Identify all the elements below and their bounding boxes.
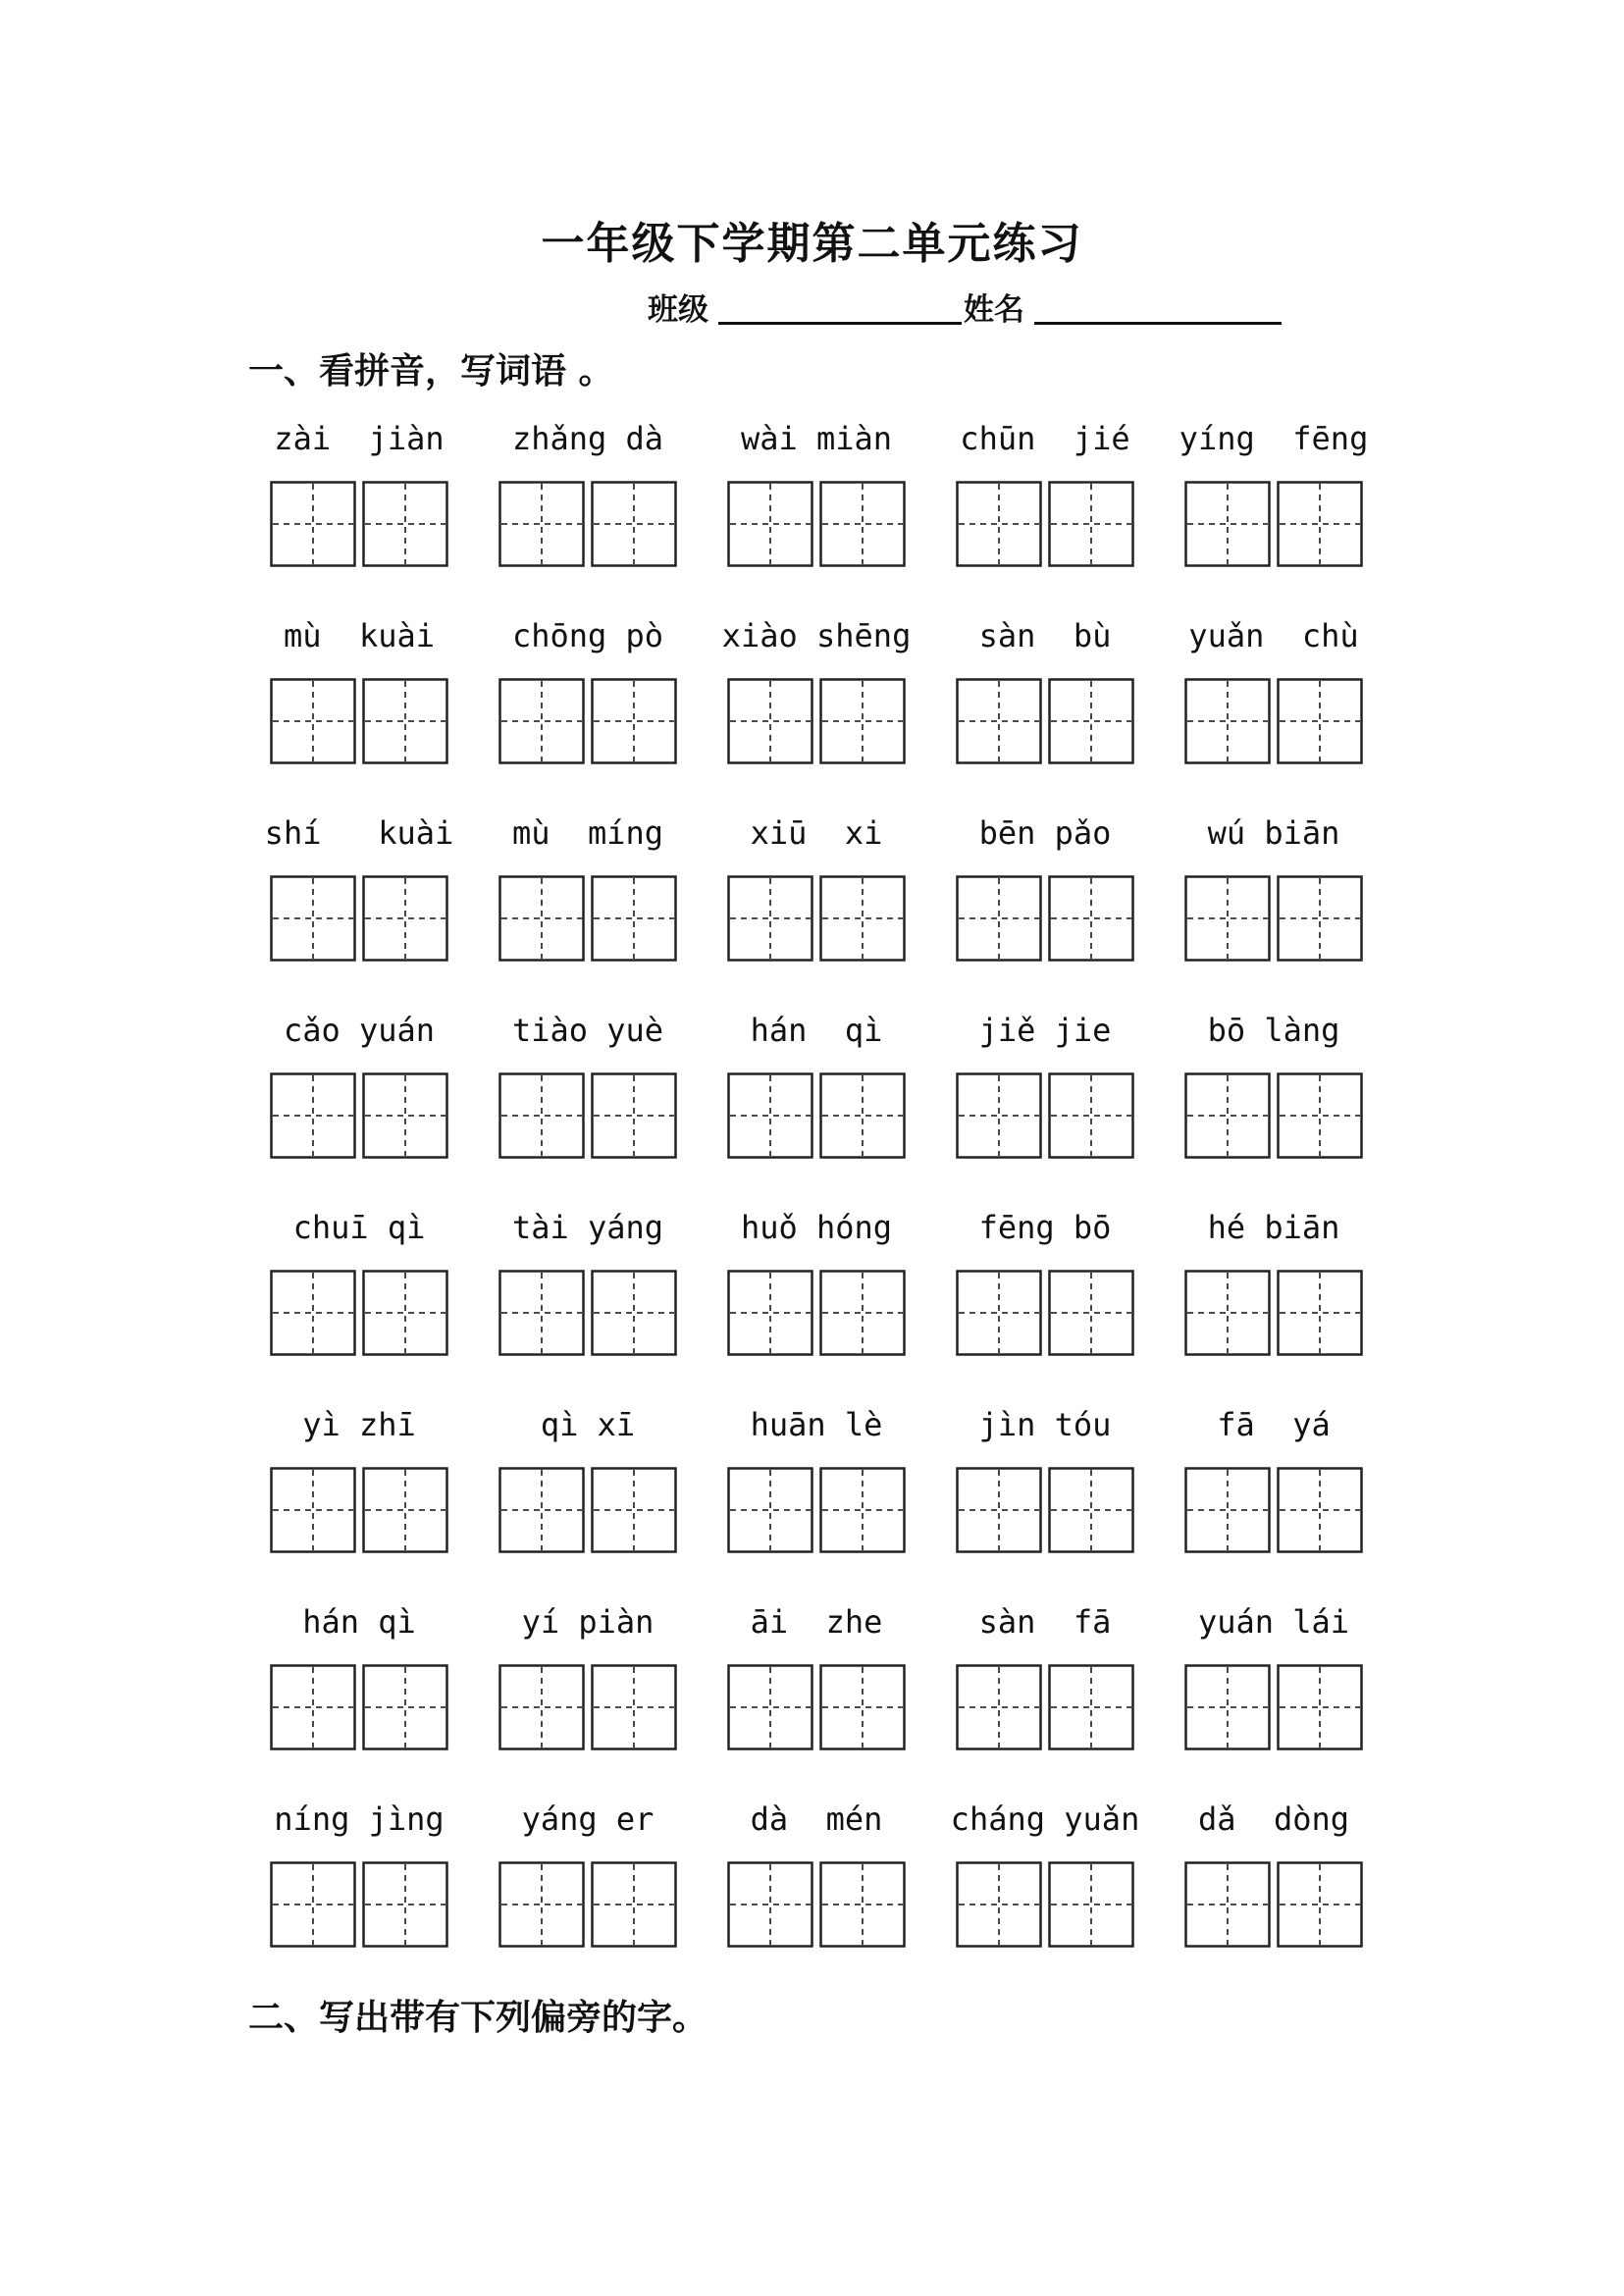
- writing-box-pair[interactable]: [498, 1861, 677, 1948]
- pinyin-word: shí kuài: [264, 814, 454, 852]
- pinyin-word: bēn pǎo: [978, 814, 1112, 852]
- page-title: 一年级下学期第二单元练习: [541, 219, 1083, 269]
- pinyin-word: chūn jié: [960, 420, 1130, 457]
- writing-box-pair[interactable]: [727, 875, 906, 962]
- writing-box-pair[interactable]: [498, 1072, 677, 1159]
- pinyin-word: yì zhī: [302, 1406, 416, 1443]
- writing-box-pair[interactable]: [270, 1664, 448, 1750]
- pinyin-word: bō làng: [1207, 1012, 1340, 1049]
- writing-box-pair[interactable]: [1184, 1861, 1363, 1948]
- pinyin-word: sàn fā: [978, 1603, 1112, 1641]
- pinyin-word: sàn bù: [978, 617, 1112, 654]
- pinyin-word: zhǎng dà: [511, 420, 664, 457]
- writing-box-pair[interactable]: [727, 1467, 906, 1553]
- pinyin-word: dǎ dòng: [1197, 1800, 1350, 1838]
- writing-box-pair[interactable]: [956, 678, 1134, 764]
- writing-box-pair[interactable]: [727, 481, 906, 567]
- writing-box-pair[interactable]: [270, 875, 448, 962]
- writing-box-pair[interactable]: [498, 875, 677, 962]
- pinyin-word: dà mén: [750, 1800, 883, 1838]
- pinyin-word: huān lè: [750, 1406, 883, 1443]
- pinyin-word: wài miàn: [740, 420, 893, 457]
- writing-box-pair[interactable]: [498, 678, 677, 764]
- writing-box-pair[interactable]: [727, 1072, 906, 1159]
- pinyin-word: xiào shēng: [721, 617, 912, 654]
- section-2-heading: 二、写出带有下列偏旁的字。: [248, 1998, 708, 2038]
- writing-box-pair[interactable]: [1184, 1072, 1363, 1159]
- writing-box-pair[interactable]: [727, 1861, 906, 1948]
- pinyin-word: mù míng: [511, 814, 664, 852]
- writing-box-pair[interactable]: [1184, 1270, 1363, 1356]
- writing-box-pair[interactable]: [956, 1467, 1134, 1553]
- pinyin-word: chōng pò: [511, 617, 664, 654]
- writing-box-pair[interactable]: [727, 1270, 906, 1356]
- writing-box-pair[interactable]: [956, 1861, 1134, 1948]
- writing-box-pair[interactable]: [727, 1664, 906, 1750]
- pinyin-word: chuī qì: [292, 1209, 426, 1246]
- pinyin-word: xiū xi: [750, 814, 883, 852]
- pinyin-word: tài yáng: [511, 1209, 664, 1246]
- writing-box-pair[interactable]: [956, 1664, 1134, 1750]
- writing-box-pair[interactable]: [498, 1467, 677, 1553]
- pinyin-word: huǒ hóng: [740, 1209, 893, 1246]
- writing-box-pair[interactable]: [498, 1664, 677, 1750]
- writing-box-pair[interactable]: [1184, 678, 1363, 764]
- writing-box-pair[interactable]: [956, 875, 1134, 962]
- pinyin-word: mù kuài: [283, 617, 436, 654]
- writing-box-pair[interactable]: [270, 1072, 448, 1159]
- writing-box-pair[interactable]: [1184, 481, 1363, 567]
- writing-box-pair[interactable]: [727, 678, 906, 764]
- section-1-heading: 一、看拼音，写词语 。: [248, 351, 614, 391]
- pinyin-word: yíng fēng: [1179, 420, 1369, 457]
- writing-box-pair[interactable]: [270, 1270, 448, 1356]
- pinyin-word: yáng er: [521, 1800, 655, 1838]
- name-label: 姓名: [964, 292, 1024, 328]
- writing-box-pair[interactable]: [1184, 1664, 1363, 1750]
- writing-box-pair[interactable]: [498, 481, 677, 567]
- pinyin-word: cháng yuǎn: [950, 1800, 1140, 1838]
- pinyin-word: jiě jie: [978, 1012, 1112, 1049]
- pinyin-word: yuán lái: [1197, 1603, 1350, 1641]
- writing-box-pair[interactable]: [956, 481, 1134, 567]
- pinyin-word: āi zhe: [750, 1603, 883, 1641]
- writing-box-pair[interactable]: [270, 1467, 448, 1553]
- writing-box-pair[interactable]: [1184, 1467, 1363, 1553]
- pinyin-word: cǎo yuán: [283, 1012, 436, 1049]
- pinyin-word: fā yá: [1217, 1406, 1331, 1443]
- writing-box-pair[interactable]: [270, 678, 448, 764]
- writing-box-pair[interactable]: [270, 481, 448, 567]
- pinyin-word: yuǎn chù: [1188, 617, 1359, 654]
- writing-box-pair[interactable]: [956, 1270, 1134, 1356]
- writing-box-pair[interactable]: [956, 1072, 1134, 1159]
- writing-box-pair[interactable]: [270, 1861, 448, 1948]
- pinyin-word: qì xī: [540, 1406, 636, 1443]
- writing-box-pair[interactable]: [498, 1270, 677, 1356]
- pinyin-word: níng jìng: [274, 1800, 445, 1838]
- pinyin-word: tiào yuè: [511, 1012, 664, 1049]
- class-label: 班级: [648, 292, 708, 328]
- pinyin-word: jìn tóu: [978, 1406, 1112, 1443]
- pinyin-word: hán qì: [302, 1603, 416, 1641]
- pinyin-word: wú biān: [1207, 814, 1340, 852]
- pinyin-word: hán qì: [750, 1012, 883, 1049]
- pinyin-word: zài jiàn: [274, 420, 445, 457]
- pinyin-word: fēng bō: [978, 1209, 1112, 1246]
- pinyin-word: hé biān: [1207, 1209, 1340, 1246]
- writing-box-pair[interactable]: [1184, 875, 1363, 962]
- pinyin-word: yí piàn: [521, 1603, 655, 1641]
